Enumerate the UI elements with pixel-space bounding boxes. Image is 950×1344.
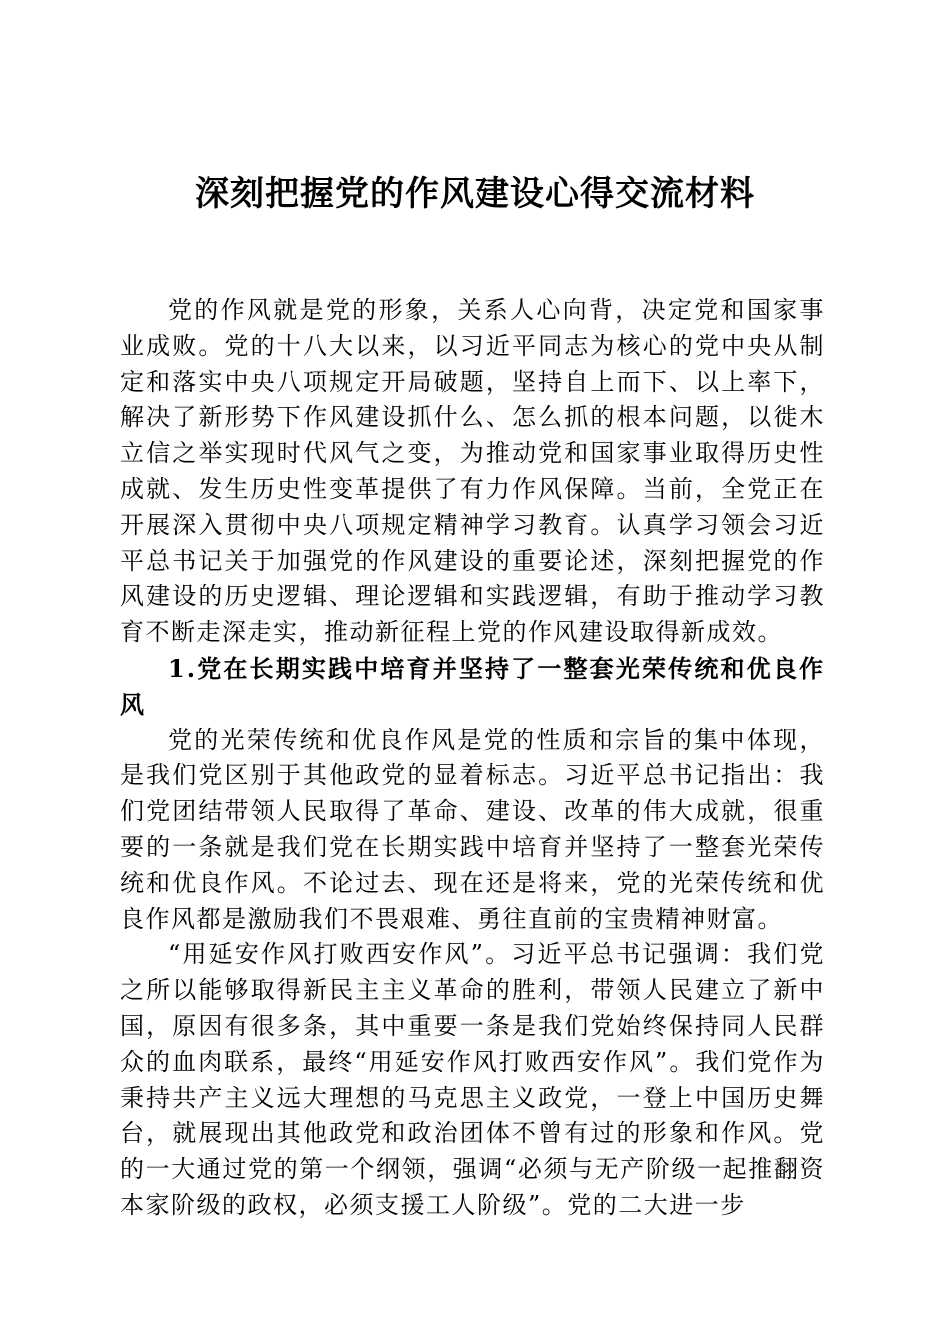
section-heading: 1.党在长期实践中培育并坚持了一整套光荣传统和优良作风 <box>120 653 825 719</box>
document-title: 深刻把握党的作风建设心得交流材料 <box>195 174 755 214</box>
section-paragraph-2: “用延安作风打败西安作风”。习近平总书记强调：我们党之所以能够取得新民主主义革命的胜利，带领人民建立了新中国，原因有很多条，其中重要一条是我们党始终保持同人民群众的血肉联系，最终“用延安作风打败西安作风”。我们党作为秉持共产主义远大理想的马克思主义政党，一登上中国历史舞台，就展现出其他政党和政治团体不曾有过的形象和作风。党的一大通过党的第一个纲领，强调“必须与无产阶级一起推翻资本家阶级的政权，必须支援工人阶级”。党的二大进一步 <box>120 940 825 1219</box>
intro-paragraph: 党的作风就是党的形象，关系人心向背，决定党和国家事业成败。党的十八大以来，以习近平同志为核心的党中央从制定和落实中央八项规定开局破题，坚持自上而下、以上率下，解决了新形势下作风建设抓什么、怎么抓的根本问题，以徙木立信之举实现时代风气之变，为推动党和国家事业取得历史性成就、发生历史性变革提供了有力作风保障。当前，全党正在开展深入贯彻中央八项规定精神学习教育。认真学习领会习近平总书记关于加强党的作风建设的重要论述，深刻把握党的作风建设的历史逻辑、理论逻辑和实践逻辑，有助于推动学习教育不断走深走实，推动新征程上党的作风建设取得新成效。 <box>120 296 825 647</box>
document-body <box>120 293 825 1224</box>
section-paragraph-1: 党的光荣传统和优良作风是党的性质和宗旨的集中体现，是我们党区别于其他政党的显着标志。习近平总书记指出：我们党团结带领人民取得了革命、建设、改革的伟大成就，很重要的一条就是我们党在长期实践中培育并坚持了一整套光荣传统和优良作风。不论过去、现在还是将来，党的光荣传统和优良作风都是激励我们不畏艰难、勇往直前的宝贵精神财富。 <box>120 725 825 933</box>
